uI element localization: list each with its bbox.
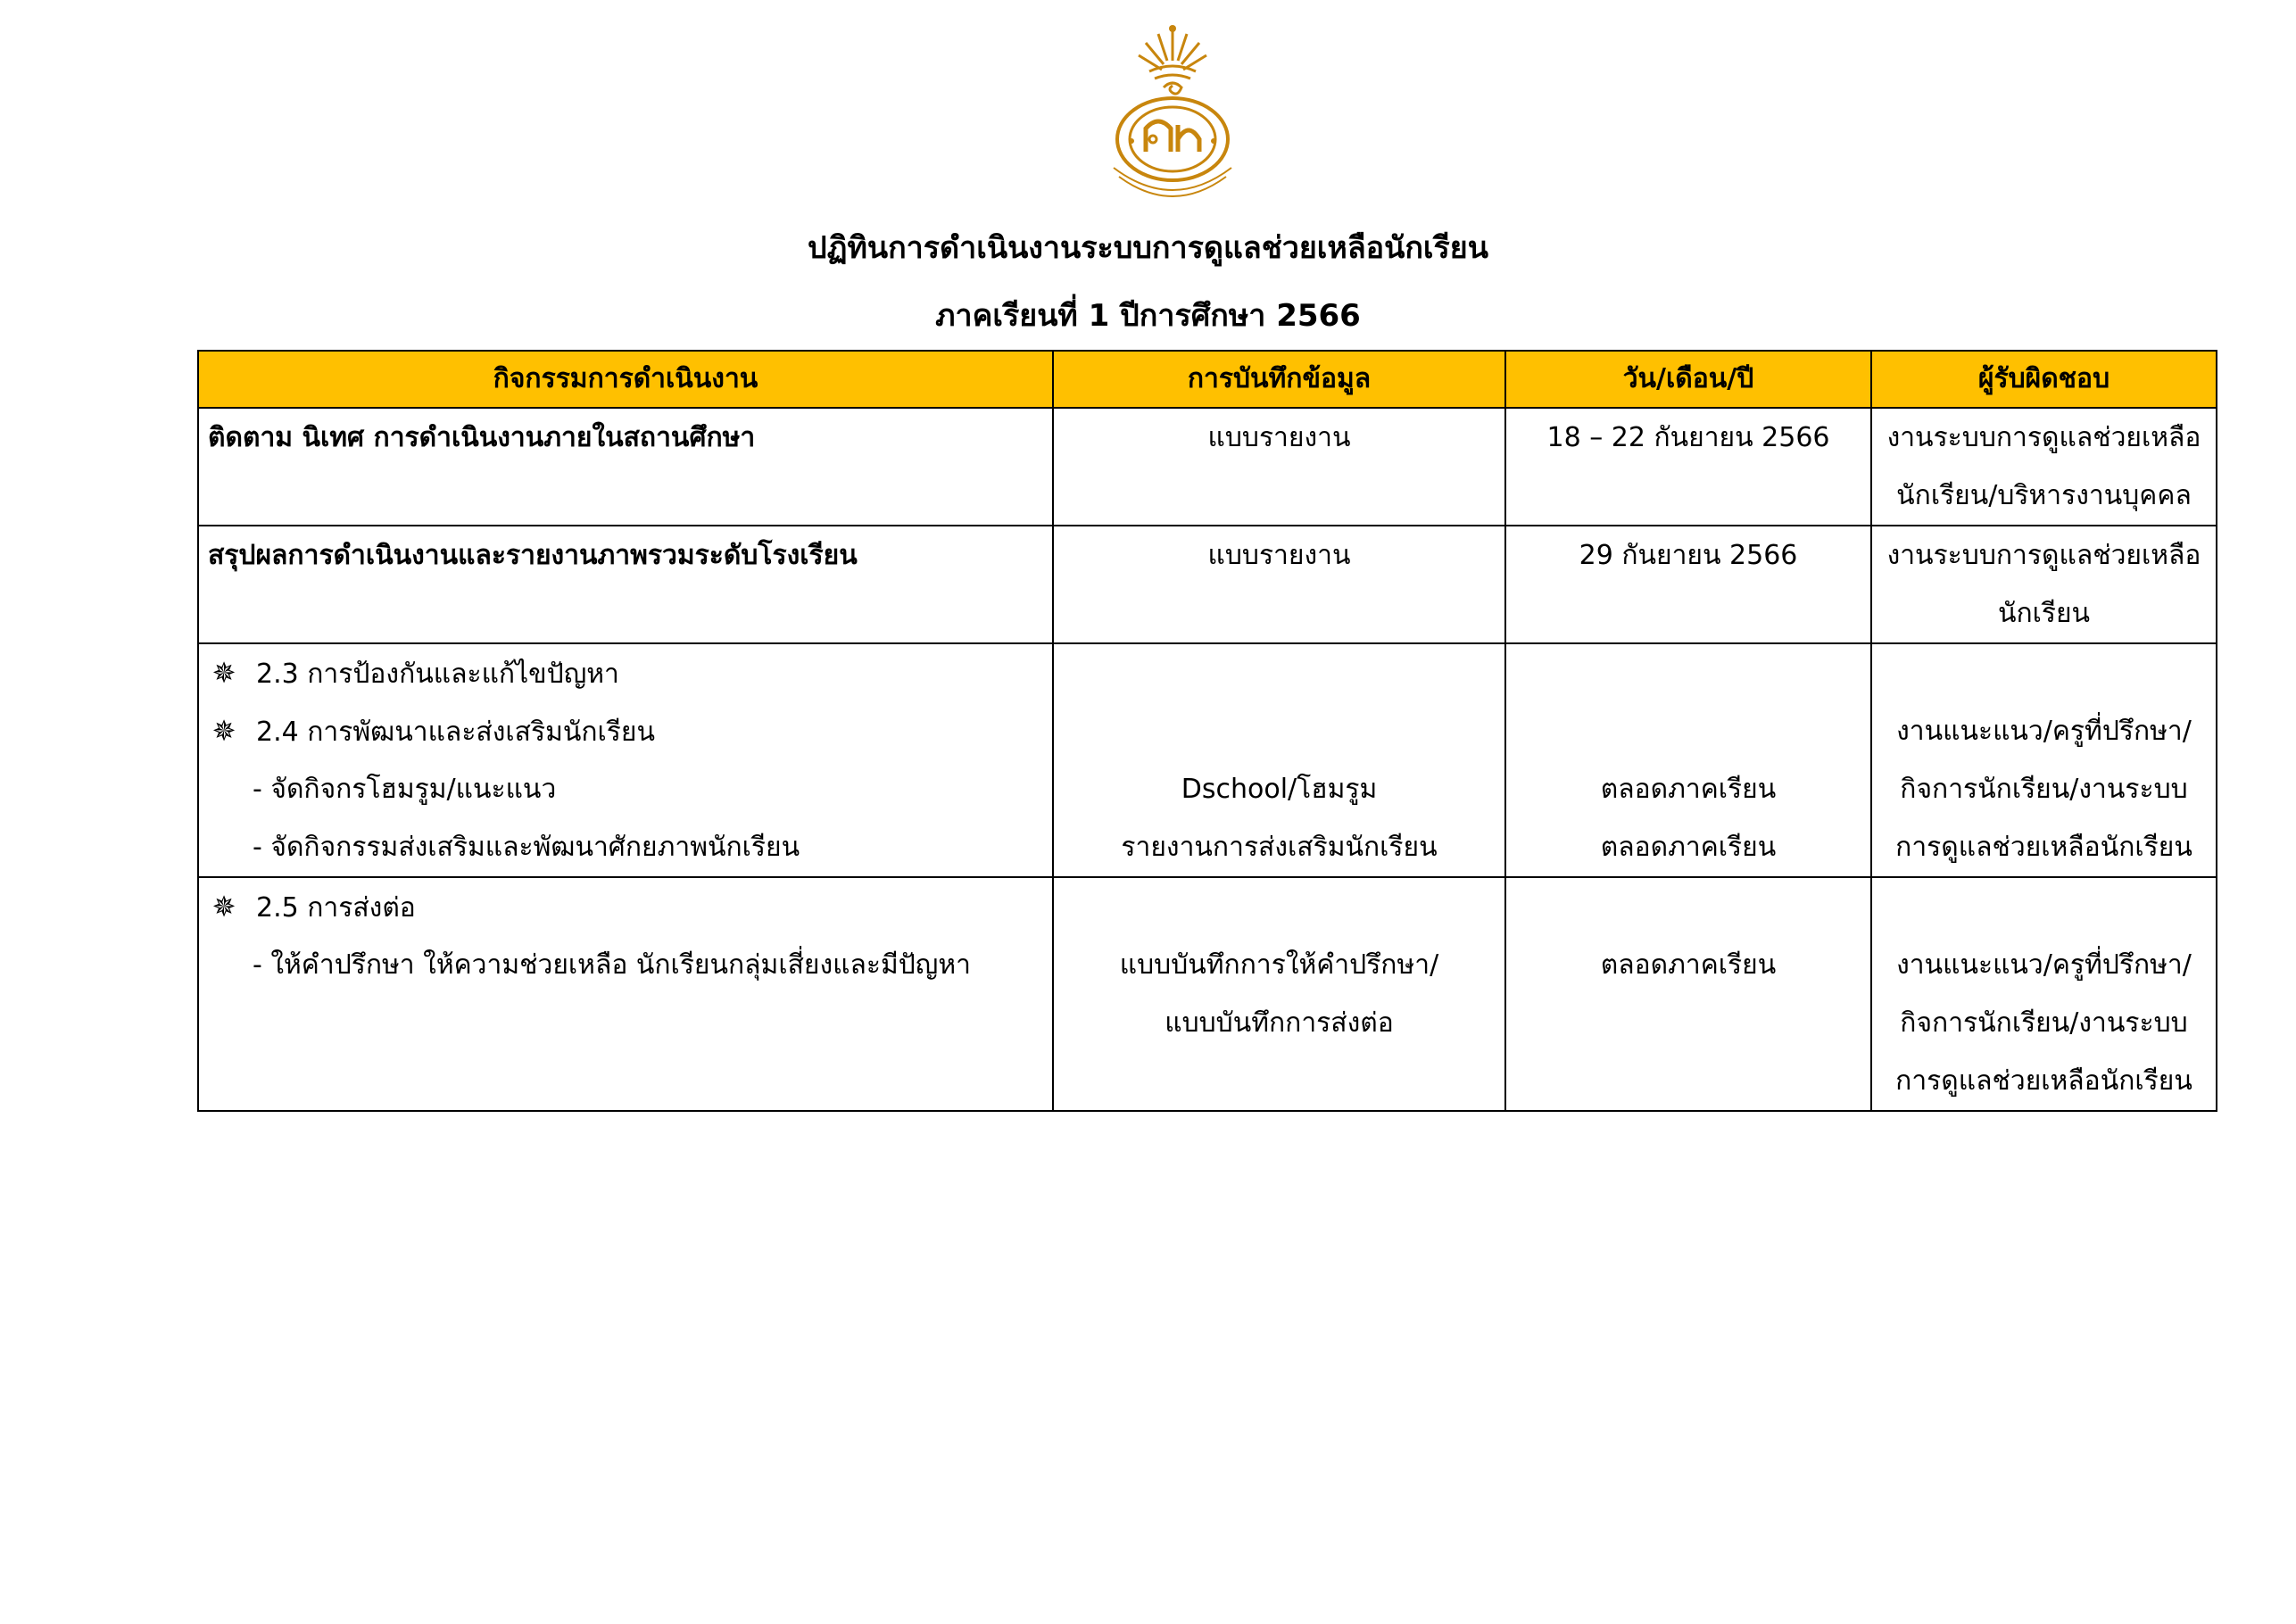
- date-cell: [1505, 643, 1871, 877]
- responsible-text: การดูแลช่วยเหลือนักเรียน: [1895, 1065, 2192, 1097]
- date-text: ตลอดภาคเรียน: [1600, 832, 1777, 863]
- responsible-text: งานแนะแนว/ครูที่ปรึกษา/: [1896, 716, 2192, 747]
- record-text: แบบบันทึกการให้คำปรึกษา/: [1119, 949, 1439, 981]
- responsible-text: กิจการนักเรียน/งานระบบ: [1900, 1007, 2188, 1039]
- activity-text: - ให้คำปรึกษา ให้ความช่วยเหลือ นักเรียนกลุ่มเสี่ยงและมีปัญหา: [253, 949, 971, 981]
- activity-cell: [198, 526, 1053, 643]
- table-header-row: [198, 351, 2217, 408]
- activity-text: - จัดกิจกรโฮมรูม/แนะแนว: [253, 774, 557, 805]
- activity-cell: [198, 877, 1053, 1111]
- date-text: ตลอดภาคเรียน: [1600, 774, 1777, 805]
- star-bullet-icon: ✵: [211, 656, 236, 690]
- responsible-text: งานระบบการดูแลช่วยเหลือ: [1886, 540, 2201, 571]
- column-header-date: วัน/เดือน/ปี: [1505, 351, 1871, 408]
- table-row: [198, 526, 2217, 643]
- activity-cell: [198, 408, 1053, 526]
- responsible-text: กิจการนักเรียน/งานระบบ: [1900, 774, 2188, 805]
- responsible-cell: [1871, 408, 2217, 526]
- record-cell: [1053, 643, 1505, 877]
- activity-text: 2.4 การพัฒนาและส่งเสริมนักเรียน: [256, 717, 655, 748]
- record-text: แบบรายงาน: [1207, 540, 1351, 571]
- responsible-cell: [1871, 877, 2217, 1111]
- page-subtitle: ภาคเรียนที่ 1 ปีการศึกษา 2566: [935, 298, 1361, 334]
- record-cell: [1053, 877, 1505, 1111]
- column-header-responsible: ผู้รับผิดชอบ: [1871, 351, 2217, 408]
- date-text: 29 กันยายน 2566: [1579, 540, 1798, 571]
- activity-text: สรุปผลการดำเนินงานและรายงานภาพรวมระดับโรงเรียน: [208, 540, 858, 571]
- record-cell: [1053, 526, 1505, 643]
- responsible-text: งานแนะแนว/ครูที่ปรึกษา/: [1896, 949, 2192, 981]
- responsible-cell: [1871, 526, 2217, 643]
- record-cell: [1053, 408, 1505, 526]
- responsible-text: นักเรียน: [1997, 598, 2091, 629]
- star-bullet-icon: ✵: [211, 890, 236, 924]
- record-text: แบบรายงาน: [1207, 422, 1351, 453]
- record-text: รายงานการส่งเสริมนักเรียน: [1121, 832, 1438, 863]
- calendar-table: [197, 350, 2217, 1112]
- activity-cell: [198, 643, 1053, 877]
- table-row: [198, 877, 2217, 1111]
- date-text: ตลอดภาคเรียน: [1600, 949, 1777, 981]
- record-text: แบบบันทึกการส่งต่อ: [1165, 1007, 1394, 1039]
- record-text: Dschool/โฮมรูม: [1181, 774, 1378, 805]
- activity-text: 2.5 การส่งต่อ: [256, 892, 416, 924]
- activity-text: 2.3 การป้องกันและแก้ไขปัญหา: [256, 659, 619, 690]
- date-text: 18 – 22 กันยายน 2566: [1546, 422, 1830, 453]
- page-title: ปฏิทินการดำเนินงานระบบการดูแลช่วยเหลือนักเรียน: [808, 230, 1488, 266]
- table-row: [198, 408, 2217, 526]
- responsible-text: งานระบบการดูแลช่วยเหลือ: [1886, 422, 2201, 453]
- star-bullet-icon: ✵: [211, 714, 236, 748]
- column-header-record: การบันทึกข้อมูล: [1053, 351, 1505, 408]
- activity-text: - จัดกิจกรรมส่งเสริมและพัฒนาศักยภาพนักเรียน: [253, 832, 800, 863]
- school-emblem-icon: [1096, 25, 1249, 200]
- table-row: [198, 643, 2217, 877]
- date-cell: [1505, 877, 1871, 1111]
- date-cell: [1505, 526, 1871, 643]
- activity-text: ติดตาม นิเทศ การดำเนินงานภายในสถานศึกษา: [208, 422, 756, 453]
- column-header-activity: กิจกรรมการดำเนินงาน: [198, 351, 1053, 408]
- responsible-cell: [1871, 643, 2217, 877]
- responsible-text: นักเรียน/บริหารงานบุคคล: [1896, 480, 2192, 511]
- responsible-text: การดูแลช่วยเหลือนักเรียน: [1895, 832, 2192, 863]
- date-cell: [1505, 408, 1871, 526]
